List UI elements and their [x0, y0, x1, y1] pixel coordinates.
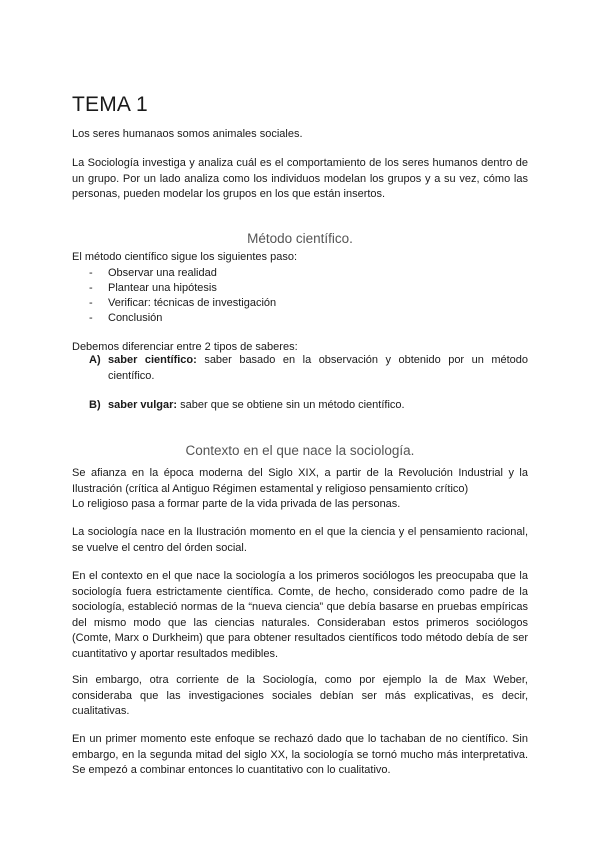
intro-paragraph-1: Los seres humanaos somos animales sociales.	[72, 128, 303, 140]
step-label: Conclusión	[108, 312, 163, 324]
types-lead: Debemos diferenciar entre 2 tipos de saberes:	[72, 341, 298, 353]
type-term: saber científico:	[108, 354, 197, 366]
list-item: - Observar una realidad	[89, 267, 217, 279]
metodo-lead: El método científico sigue los siguientes paso:	[72, 251, 298, 263]
list-item: - Conclusión	[89, 312, 163, 324]
step-label: Observar una realidad	[108, 267, 217, 279]
contexto-paragraph-5: En un primer momento este enfoque se rechazó dado que lo tachaban de no científico. Sin embargo, en la segunda mitad del siglo XX, la sociología se tornó mucho más interpretativa. Se empezó a combinar entonces lo cuantitativo con lo cualitativo.	[72, 733, 528, 776]
contexto-heading: Contexto en el que nace la sociología.	[185, 443, 415, 458]
list-item: - Verificar: técnicas de investigación	[89, 297, 277, 309]
contexto-paragraph-3: En el contexto en el que nace la sociología a los primeros sociólogos les preocupaba que la sociología fuera estrictamente científica. Comte, de hecho, considerado como padre de la sociología, estableció normas de la “nueva ciencia” que debía basarse en pruebas empíricas del mismo modo que las ciencias naturales. Consideraban estos primeros sociólogos (Comte, Marx o Durkheim) que para obtener resultados científicos todo método debía de ser cuantitativo y aportar resultados medibles.	[72, 570, 528, 660]
contexto-paragraph-2: La sociología nace en la Ilustración momento en el que la ciencia y el pensamiento racional, se vuelve el centro del órden social.	[72, 526, 528, 554]
contexto-paragraph-4: Sin embargo, otra corriente de la Sociología, como por ejemplo la de Max Weber, consideraba que las investigaciones sociales debían ser más explicativas, es decir, cualitativas.	[72, 674, 528, 717]
type-item-a	[89, 353, 528, 384]
list-item: - Plantear una hipótesis	[89, 282, 217, 294]
type-letter: A)	[89, 354, 101, 366]
contexto-paragraph-1a: Se afianza en la época moderna del Siglo XIX, a partir de la Revolución Industrial y la Ilustración (crítica al Antiguo Régimen estamental y religioso pensamiento crítico)	[72, 467, 528, 495]
step-label: Verificar: técnicas de investigación	[108, 297, 277, 309]
type-term: saber vulgar:	[108, 399, 178, 411]
type-description: saber que se obtiene sin un método científico.	[180, 399, 405, 411]
steps-list	[89, 266, 276, 326]
metodo-heading: Método científico.	[247, 231, 353, 246]
type-description: saber basado en la observación y obtenido por un método científico.	[108, 354, 529, 382]
type-item-b	[89, 398, 528, 414]
intro-paragraph-2: La Sociología investiga y analiza cuál es el comportamiento de los seres humanos dentro de un grupo. Por un lado analiza como los individuos modelan los grupos y a su vez, cómo las personas, pueden modelar los grupos en los que están insertos.	[72, 157, 528, 200]
page-title: TEMA 1	[72, 93, 148, 116]
step-label: Plantear una hipótesis	[108, 282, 217, 294]
type-letter: B)	[89, 399, 101, 411]
contexto-paragraph-1b: Lo religioso pasa a formar parte de la vida privada de las personas.	[72, 498, 401, 510]
